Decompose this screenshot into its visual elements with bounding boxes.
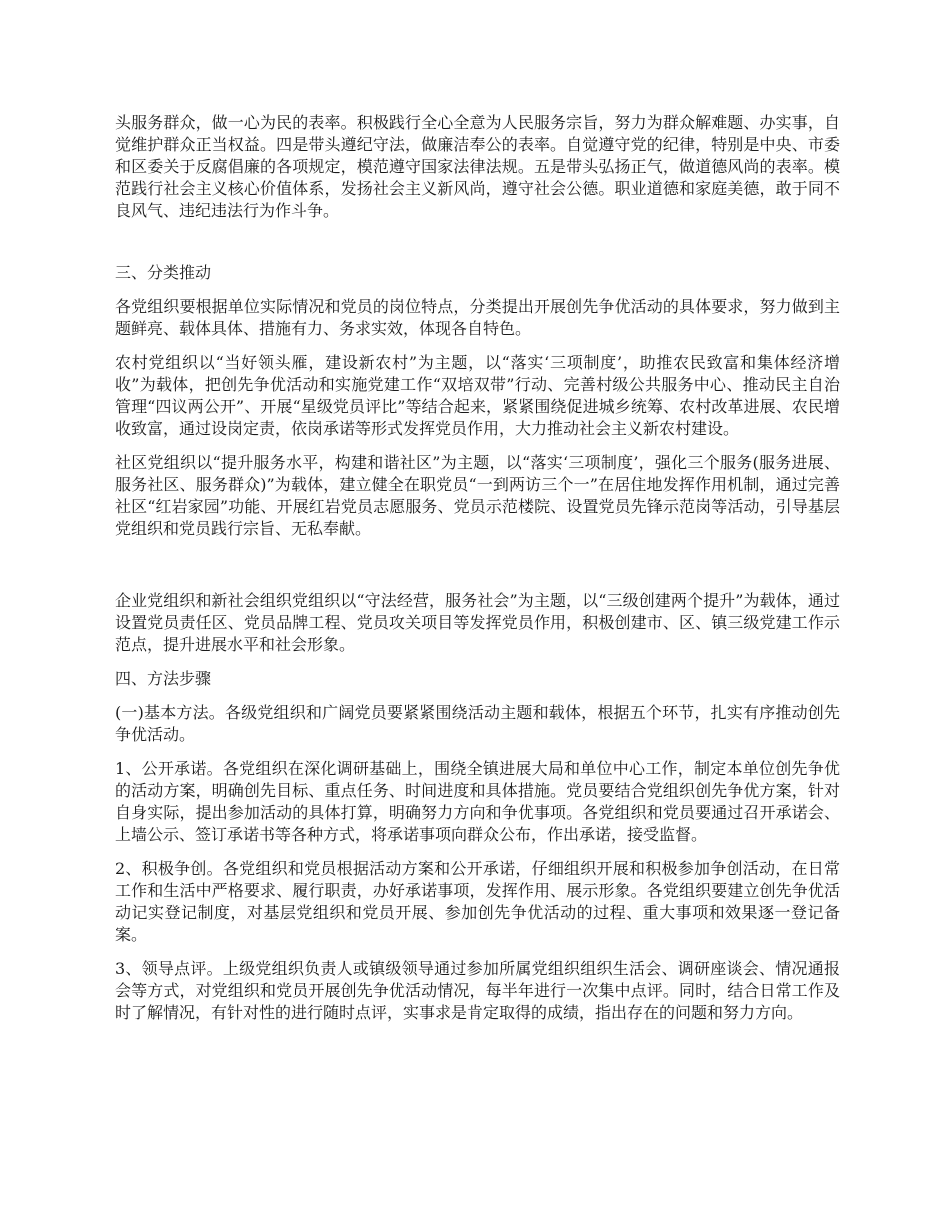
- paragraph-public-commitment: 1、公开承诺。各党组织在深化调研基础上，围绕全镇进展大局和单位中心工作，制定本单位创先争优的活动方案，明确创先目标、重点任务、时间进度和具体措施。党员要结合党组织创先争优方案，针对自身实际，提出参加活动的具体打算，明确努力方向和争优事项。各党组织和党员要通过召开承诺会、上墙公示、签订承诺书等各种方式，将承诺事项向群众公布，作出承诺，接受监督。: [115, 759, 840, 844]
- paragraph-rural-party: 农村党组织以“当好领头雁，建设新农村”为主题，以“落实‘三项制度’，助推农民致富和集体经济增收”为载体，把创先争优活动和实施党建工作“双培双带”行动、完善村级公共服务中心、推动民主自治管理“四议两公开”、开展“星级党员评比”等结合起来，紧紧围绕促进城乡统筹、农村改革进展、农民增收致富，通过设岗定责，依岗承诺等形式发挥党员作用，大力推动社会主义新农村建设。: [115, 353, 840, 438]
- paragraph-community-party: 社区党组织以“提升服务水平，构建和谐社区”为主题，以“落实‘三项制度’，强化三个服务(服务进展、服务社区、服务群众)”为载体，建立健全在职党员“一到两访三个一”在居住地发挥作用机制，通过完善社区“红岩家园”功能、开展红岩党员志愿服务、党员示范楼院、设置党员先锋示范岗等活动，引导基层党组织和党员践行宗旨、无私奉献。: [115, 453, 840, 538]
- paragraph-classification: 各党组织要根据单位实际情况和党员的岗位特点，分类提出开展创先争优活动的具体要求，努力做到主题鲜亮、载体具体、措施有力、务求实效，体现各自特色。: [115, 297, 840, 338]
- document-page: [115, 112, 840, 1036]
- paragraph-enterprise-party: 企业党组织和新社会组织党组织以“守法经营，服务社会”为主题，以“三级创建两个提升”为载体，通过设置党员责任区、党员品牌工程、党员攻关项目等发挥党员作用，积极创建市、区、镇三级党建工作示范点，提升进展水平和社会形象。: [115, 591, 840, 654]
- paragraph-basic-method: (一)基本方法。各级党组织和广阔党员要紧紧围绕活动主题和载体，根据五个环节，扎实有序推动创先争优活动。: [115, 703, 840, 744]
- section-heading-4: 四、方法步骤: [115, 669, 212, 688]
- section-heading-3: 三、分类推动: [115, 263, 212, 282]
- paragraph-active-striving: 2、积极争创。各党组织和党员根据活动方案和公开承诺，仔细组织开展和积极参加争创活动，在日常工作和生活中严格要求、履行职责，办好承诺事项，发挥作用、展示形象。各党组织要建立创先争优活动记实登记制度，对基层党组织和党员开展、参加创先争优活动的过程、重大事项和效果逐一登记备案。: [115, 859, 840, 944]
- paragraph-party-member-role-models: 头服务群众，做一心为民的表率。积极践行全心全意为人民服务宗旨，努力为群众解难题、办实事，自觉维护群众正当权益。四是带头遵纪守法，做廉洁奉公的表率。自觉遵守党的纪律，特别是中央、市委和区委关于反腐倡廉的各项规定，模范遵守国家法律法规。五是带头弘扬正气，做道德风尚的表率。模范践行社会主义核心价值体系，发扬社会主义新风尚，遵守社会公德。职业道德和家庭美德，敢于同不良风气、违纪违法行为作斗争。: [115, 113, 840, 220]
- paragraph-leadership-review: 3、领导点评。上级党组织负责人或镇级领导通过参加所属党组织组织生活会、调研座谈会、情况通报会等方式，对党组织和党员开展创先争优活动情况，每半年进行一次集中点评。同时，结合日常工作及时了解情况，有针对性的进行随时点评，实事求是肯定取得的成绩，指出存在的问题和努力方向。: [115, 959, 840, 1022]
